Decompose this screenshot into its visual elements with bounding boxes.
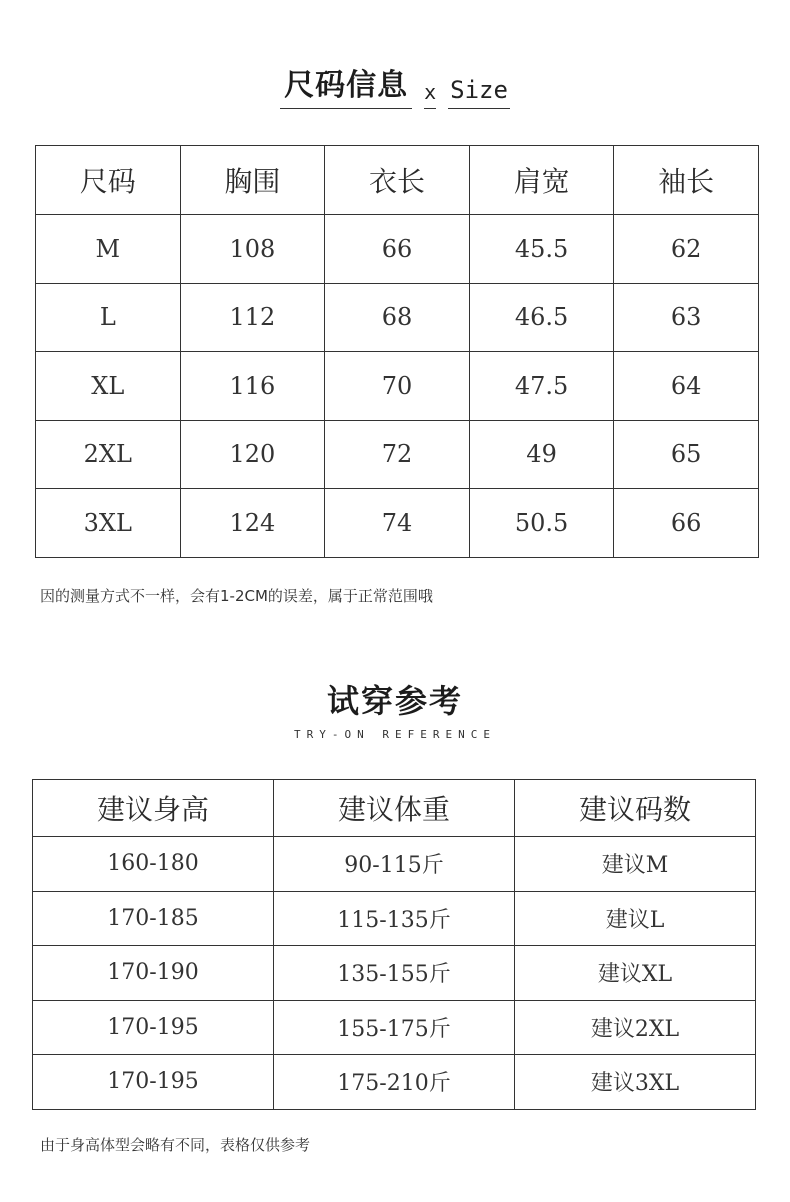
cell-weight: 135-155斤: [274, 946, 515, 1001]
cell-length: 66: [325, 215, 470, 284]
cell-shoulder: 50.5: [469, 489, 614, 558]
header-shoulder: 肩宽: [469, 146, 614, 215]
tryon-note: 由于身高体型会略有不同，表格仅供参考: [40, 1136, 311, 1154]
cell-recommended-size: 建议XL: [515, 946, 756, 1001]
table-row: [33, 837, 756, 892]
table-row: [36, 489, 759, 558]
cell-height: 170-185: [33, 891, 274, 946]
size-table-header-row: [36, 146, 759, 215]
header-size: 尺码: [36, 146, 181, 215]
cell-sleeve: 64: [614, 352, 759, 421]
cell-weight: 90-115斤: [274, 837, 515, 892]
table-row: [33, 1000, 756, 1055]
cell-length: 74: [325, 489, 470, 558]
header-weight: 建议体重: [274, 780, 515, 837]
table-row: [33, 891, 756, 946]
tryon-table: [32, 779, 756, 1110]
cell-weight: 175-210斤: [274, 1055, 515, 1110]
cell-shoulder: 49: [469, 420, 614, 489]
header-chest: 胸围: [180, 146, 325, 215]
size-info-title: [0, 60, 790, 109]
header-recommended-size: 建议码数: [515, 780, 756, 837]
header-sleeve: 袖长: [614, 146, 759, 215]
cell-chest: 116: [180, 352, 325, 421]
cell-recommended-size: 建议3XL: [515, 1055, 756, 1110]
size-info-title-x: x: [424, 80, 436, 109]
size-note: 因的测量方式不一样，会有1-2CM的误差，属于正常范围哦: [40, 587, 433, 605]
cell-height: 160-180: [33, 837, 274, 892]
cell-chest: 108: [180, 215, 325, 284]
cell-sleeve: 62: [614, 215, 759, 284]
cell-sleeve: 63: [614, 283, 759, 352]
cell-length: 70: [325, 352, 470, 421]
header-height: 建议身高: [33, 780, 274, 837]
cell-chest: 120: [180, 420, 325, 489]
table-row: [36, 283, 759, 352]
cell-recommended-size: 建议2XL: [515, 1000, 756, 1055]
cell-height: 170-195: [33, 1055, 274, 1110]
cell-weight: 155-175斤: [274, 1000, 515, 1055]
cell-weight: 115-135斤: [274, 891, 515, 946]
size-info-title-cn: 尺码信息: [280, 60, 412, 109]
header-length: 衣长: [325, 146, 470, 215]
cell-sleeve: 66: [614, 489, 759, 558]
cell-height: 170-190: [33, 946, 274, 1001]
cell-size: 2XL: [36, 420, 181, 489]
table-row: [33, 946, 756, 1001]
cell-recommended-size: 建议L: [515, 891, 756, 946]
cell-recommended-size: 建议M: [515, 837, 756, 892]
cell-length: 72: [325, 420, 470, 489]
cell-shoulder: 45.5: [469, 215, 614, 284]
table-row: [33, 1055, 756, 1110]
table-row: [36, 420, 759, 489]
cell-chest: 112: [180, 283, 325, 352]
size-table: [35, 145, 759, 558]
table-row: [36, 215, 759, 284]
table-row: [36, 352, 759, 421]
cell-chest: 124: [180, 489, 325, 558]
tryon-table-header-row: [33, 780, 756, 837]
cell-length: 68: [325, 283, 470, 352]
cell-sleeve: 65: [614, 420, 759, 489]
cell-shoulder: 46.5: [469, 283, 614, 352]
cell-size: L: [36, 283, 181, 352]
tryon-subtitle: TRY-ON REFERENCE: [294, 728, 496, 741]
cell-size: M: [36, 215, 181, 284]
tryon-title: 试穿参考: [326, 682, 463, 720]
cell-size: XL: [36, 352, 181, 421]
size-info-title-en: Size: [448, 76, 510, 109]
cell-height: 170-195: [33, 1000, 274, 1055]
cell-shoulder: 47.5: [469, 352, 614, 421]
cell-size: 3XL: [36, 489, 181, 558]
